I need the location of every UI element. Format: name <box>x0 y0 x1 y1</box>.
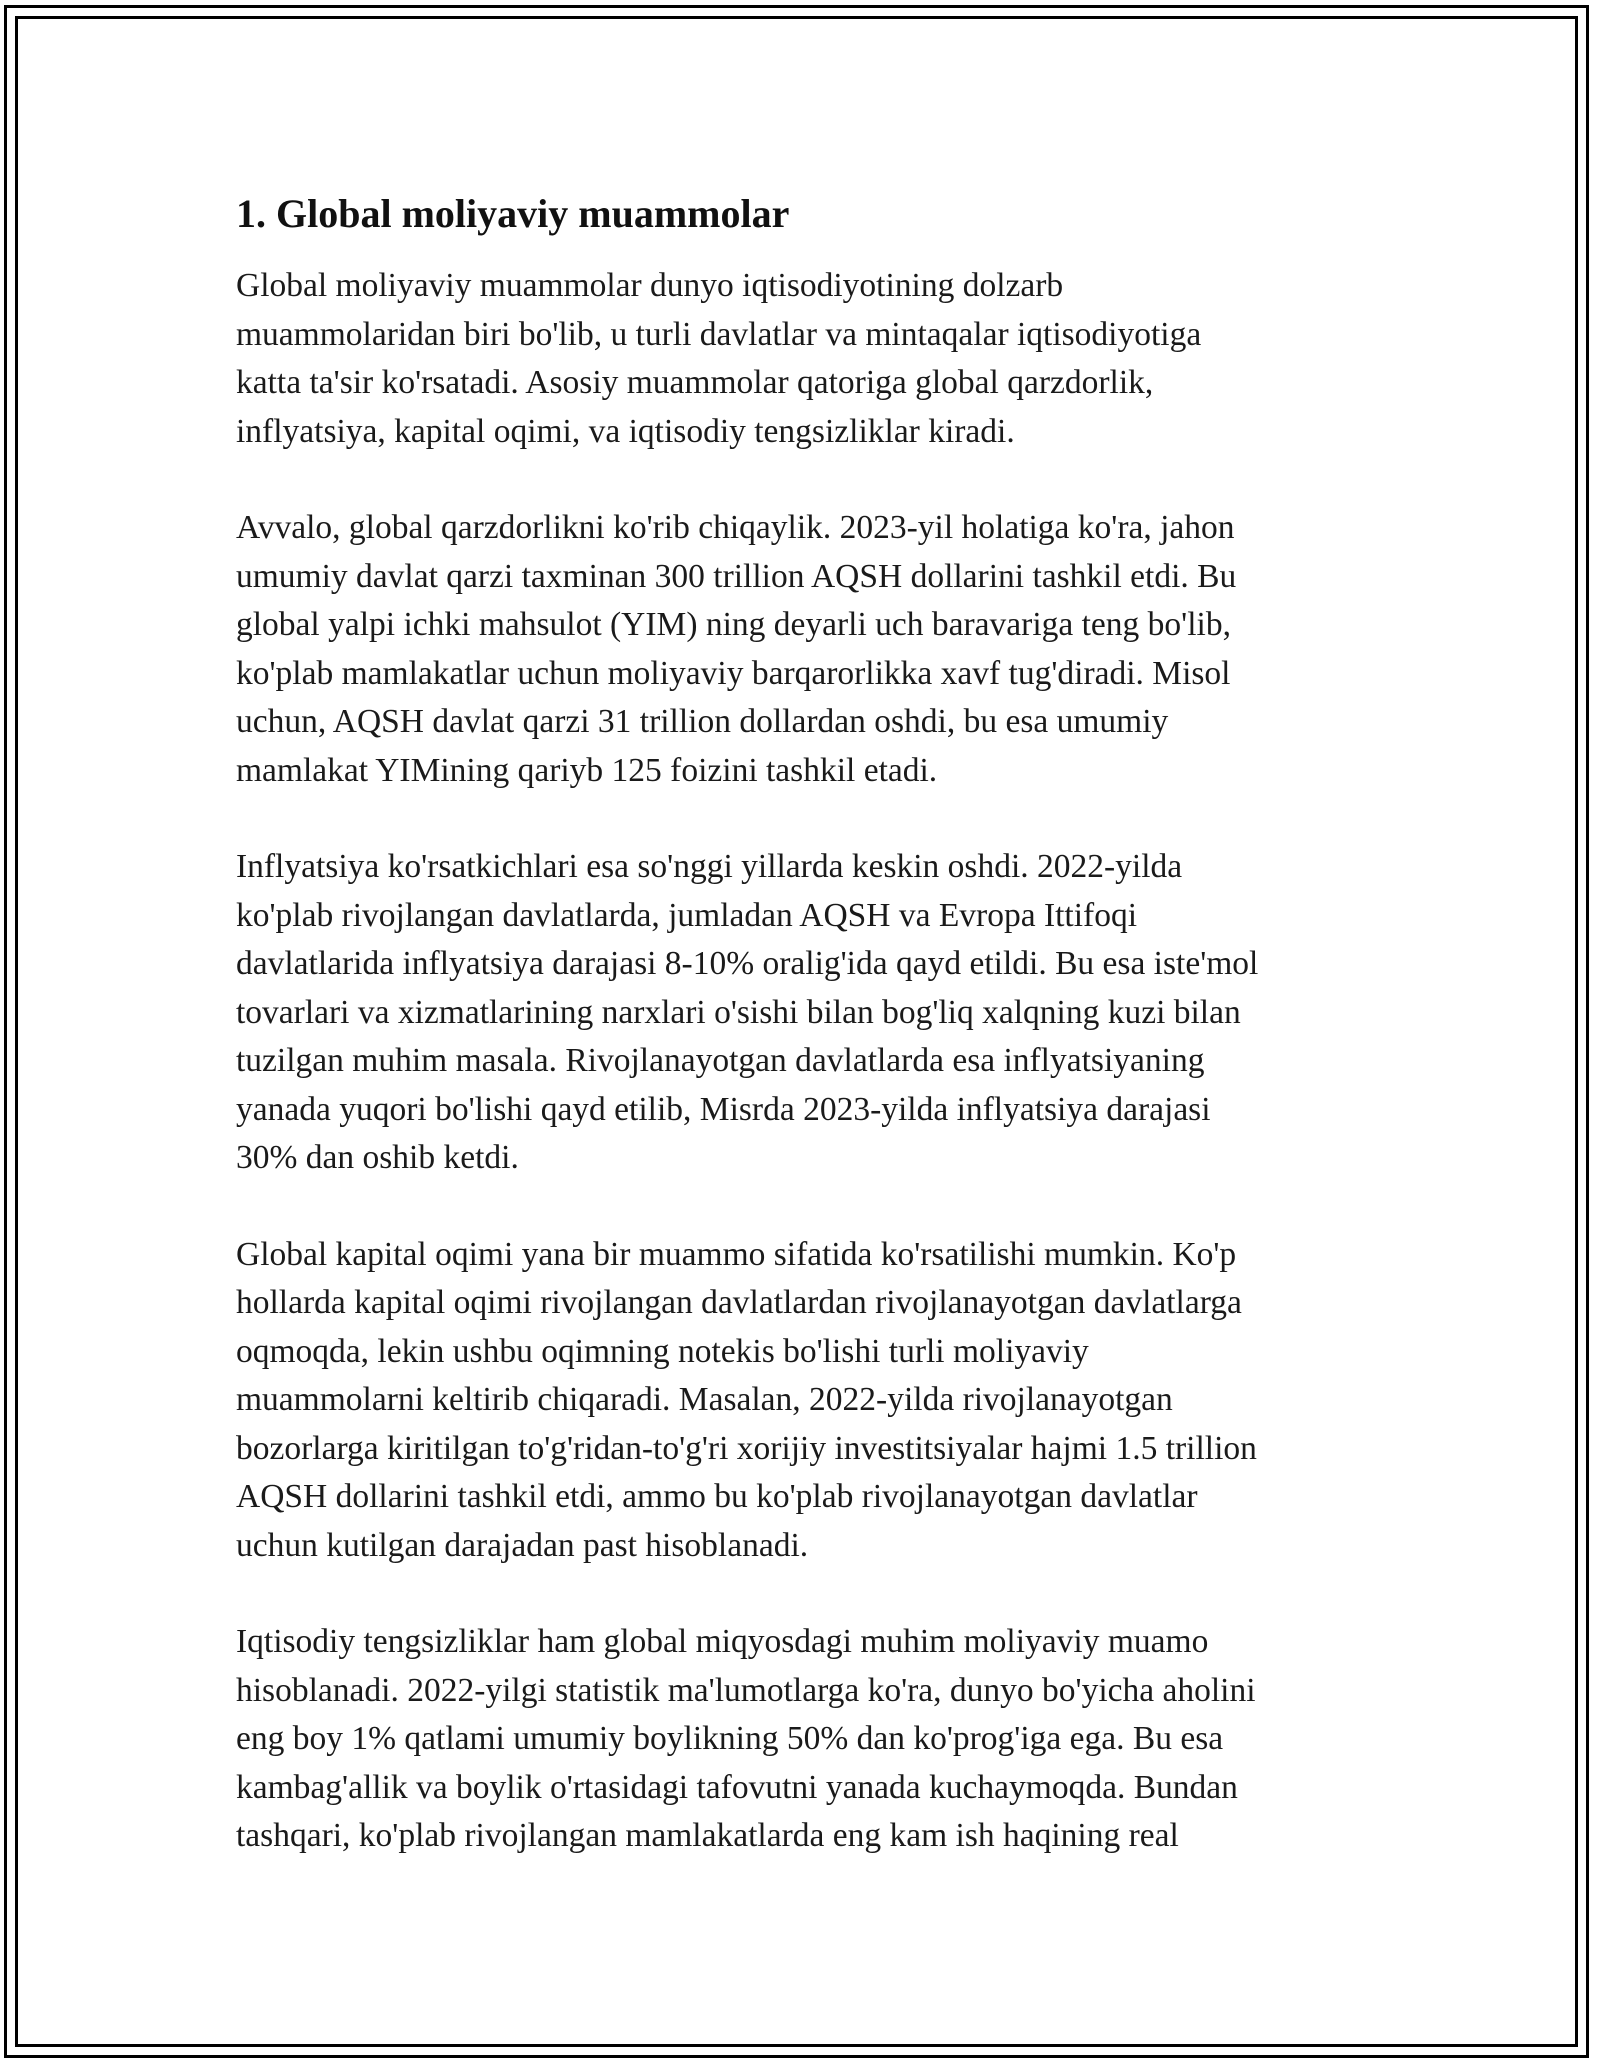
document-body <box>236 188 1366 1909</box>
paragraph-intro: Global moliyaviy muammolar dunyo iqtisodiyotining dolzarb muammolaridan biri bo'lib, u turli davlatlar va mintaqalar iqtisodiyotiga katta ta'sir ko'rsatadi. Asosiy muammolar qatoriga global qarzdorlik, inflyatsiya, kapital oqimi, va iqtisodiy tengsizliklar kiradi. <box>236 267 1202 450</box>
paragraph-debt: Avvalo, global qarzdorlikni ko'rib chiqaylik. 2023-yil holatiga ko'ra, jahon umumiy davlat qarzi taxminan 300 trillion AQSH dollarini tashkil etdi. Bu global yalpi ichki mahsulot (YIM) ning deyarli uch baravariga teng bo'lib, ko'plab mamlakatlar uchun moliyaviy barqarorlikka xavf tug'diradi. Misol uchun, AQSH davlat qarzi 31 trillion dollardan oshdi, bu esa umumiy mamlakat YIMining qariyb 125 foizini tashkil etadi. <box>236 509 1237 789</box>
paragraph-inflation: Inflyatsiya ko'rsatkichlari esa so'nggi yillarda keskin oshdi. 2022-yilda ko'plab rivojlangan davlatlarda, jumladan AQSH va Evropa Ittifoqi davlatlarida inflyatsiya darajasi 8-10% oralig'ida qayd etildi. Bu esa iste'mol tovarlari va xizmatlarining narxlari o'sishi bilan bog'liq xalqning kuzi bilan tuzilgan muhim masala. Rivojlanayotgan davlatlarda esa inflyatsiyaning yanada yuqori bo'lishi qayd etilib, Misrda 2023-yilda inflyatsiya darajasi 30% dan oshib ketdi. <box>236 848 1259 1176</box>
paragraph-inequality: Iqtisodiy tengsizliklar ham global miqyosdagi muhim moliyaviy muamo hisoblanadi. 2022-yilgi statistik ma'lumotlarga ko'ra, dunyo bo'yicha aholini eng boy 1% qatlami umumiy boylikning 50% dan ko'prog'iga ega. Bu esa kambag'allik va boylik o'rtasidagi tafovutni yanada kuchaymoqda. Bundan tashqari, ko'plab rivojlangan mamlakatlarda eng kam ish haqining real <box>236 1623 1256 1854</box>
section-heading: 1. Global moliyaviy muammolar <box>236 191 790 236</box>
paragraph-capital-flow: Global kapital oqimi yana bir muammo sifatida ko'rsatilishi mumkin. Ko'p hollarda kapital oqimi rivojlangan davlatlardan rivojlanayotgan davlatlarga oqmoqda, lekin ushbu oqimning notekis bo'lishi turli moliyaviy muammolarni keltirib chiqaradi. Masalan, 2022-yilda rivojlanayotgan bozorlarga kiritilgan to'g'ridan-to'g'ri xorijiy investitsiyalar hajmi 1.5 trillion AQSH dollarini tashkil etdi, ammo bu ko'plab rivojlanayotgan davlatlar uchun kutilgan darajadan past hisoblanadi. <box>236 1235 1257 1564</box>
